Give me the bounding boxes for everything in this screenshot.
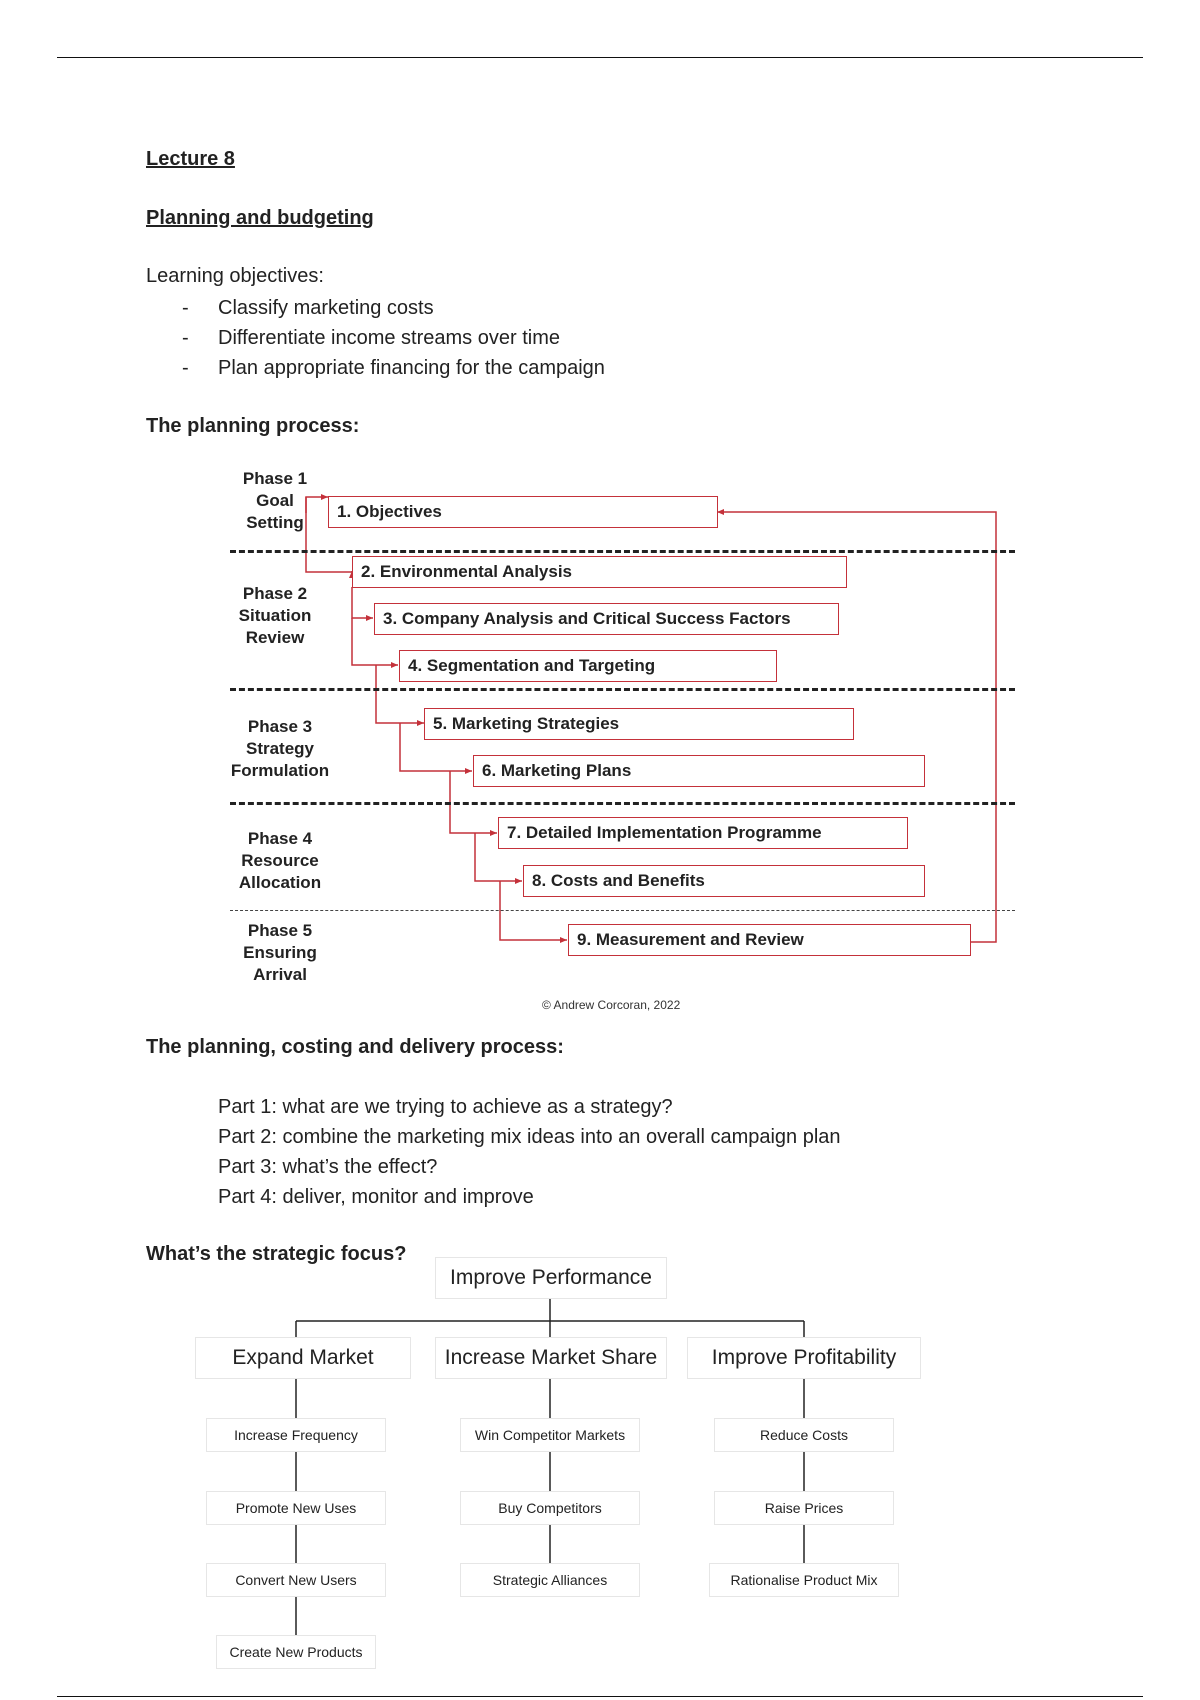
phase-2-label: Phase 2 Situation Review bbox=[238, 584, 312, 647]
planning-process-heading: The planning process: bbox=[146, 415, 360, 437]
connector-2-3 bbox=[352, 587, 373, 618]
delivery-process-heading: The planning, costing and delivery process: bbox=[146, 1036, 564, 1058]
list-item: Part 1: what are we trying to achieve as a strategy? bbox=[218, 1096, 673, 1118]
list-item: - Differentiate income streams over time bbox=[146, 323, 605, 353]
tree-connectors bbox=[195, 1255, 925, 1685]
list-item: - Classify marketing costs bbox=[146, 293, 605, 323]
step-costs-benefits: 8. Costs and Benefits bbox=[523, 865, 925, 897]
tree-leaf: Raise Prices bbox=[714, 1491, 894, 1525]
bullet-dash: - bbox=[182, 357, 189, 379]
step-marketing-strategies: 5. Marketing Strategies bbox=[424, 708, 854, 740]
phase-divider bbox=[230, 802, 1015, 805]
phase-divider bbox=[230, 688, 1015, 691]
list-item: Part 4: deliver, monitor and improve bbox=[218, 1186, 534, 1208]
strategic-focus-tree bbox=[195, 1255, 925, 1685]
step-objectives: 1. Objectives bbox=[328, 496, 718, 528]
top-rule bbox=[57, 57, 1143, 58]
tree-leaf: Convert New Users bbox=[206, 1563, 386, 1597]
tree-branch: Improve Profitability bbox=[687, 1337, 921, 1379]
step-detailed-implementation: 7. Detailed Implementation Programme bbox=[498, 817, 908, 849]
tree-leaf: Reduce Costs bbox=[714, 1418, 894, 1452]
bullet-dash: - bbox=[182, 327, 189, 349]
phase-divider bbox=[230, 910, 1015, 911]
diagram-copyright: © Andrew Corcoran, 2022 bbox=[542, 998, 681, 1012]
strategic-focus-heading: What’s the strategic focus? bbox=[146, 1243, 407, 1265]
lecture-title: Lecture 8 bbox=[146, 148, 235, 170]
step-segmentation-targeting: 4. Segmentation and Targeting bbox=[399, 650, 777, 682]
tree-leaf: Buy Competitors bbox=[460, 1491, 640, 1525]
objectives-list bbox=[146, 293, 605, 383]
step-marketing-plans: 6. Marketing Plans bbox=[473, 755, 925, 787]
step-environmental-analysis: 2. Environmental Analysis bbox=[352, 556, 847, 588]
tree-leaf: Strategic Alliances bbox=[460, 1563, 640, 1597]
tree-branch: Expand Market bbox=[195, 1337, 411, 1379]
step-company-analysis: 3. Company Analysis and Critical Success Factors bbox=[374, 603, 839, 635]
step-measurement-review: 9. Measurement and Review bbox=[568, 924, 971, 956]
tree-leaf: Promote New Uses bbox=[206, 1491, 386, 1525]
tree-branch: Increase Market Share bbox=[435, 1337, 667, 1379]
list-item: Part 2: combine the marketing mix ideas into an overall campaign plan bbox=[218, 1126, 841, 1148]
bottom-rule bbox=[57, 1696, 1143, 1697]
phase-1-label: Phase 1 Goal Setting bbox=[242, 469, 308, 532]
lecture-subtitle: Planning and budgeting bbox=[146, 207, 374, 229]
tree-root: Improve Performance bbox=[435, 1257, 667, 1299]
planning-process-diagram bbox=[170, 460, 1020, 1020]
tree-leaf: Win Competitor Markets bbox=[460, 1418, 640, 1452]
tree-leaf: Increase Frequency bbox=[206, 1418, 386, 1452]
list-item: Part 3: what’s the effect? bbox=[218, 1156, 438, 1178]
phase-divider bbox=[230, 550, 1015, 553]
phase-5-label: Phase 5 Ensuring Arrival bbox=[243, 921, 317, 984]
list-item: - Plan appropriate financing for the campaign bbox=[146, 353, 605, 383]
phase-3-label: Phase 3 Strategy Formulation bbox=[230, 717, 330, 780]
phase-4-label: Phase 4 Resource Allocation bbox=[238, 829, 322, 892]
delivery-parts-list bbox=[218, 1092, 841, 1212]
tree-leaf: Rationalise Product Mix bbox=[709, 1563, 899, 1597]
objectives-intro: Learning objectives: bbox=[146, 265, 324, 287]
tree-leaf: Create New Products bbox=[216, 1635, 376, 1669]
bullet-dash: - bbox=[182, 297, 189, 319]
